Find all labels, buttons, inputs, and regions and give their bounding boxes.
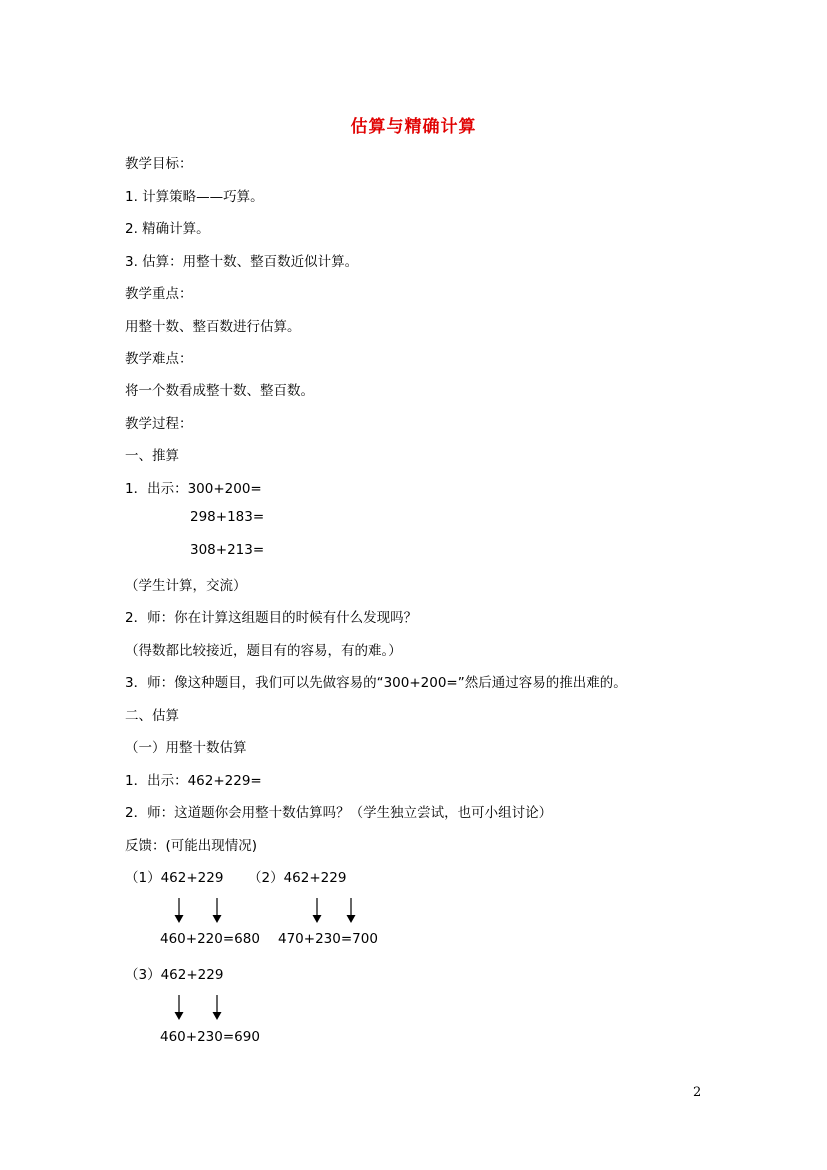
text-line: 将一个数看成整十数、整百数。	[125, 383, 314, 399]
text-line: 298+183=	[190, 509, 265, 525]
down-arrow-icon	[211, 898, 223, 924]
text-line: 308+213=	[190, 542, 265, 558]
text-line: 教学过程：	[125, 416, 193, 432]
text-line: （学生计算，交流）	[125, 578, 247, 594]
down-arrow-icon	[345, 898, 357, 924]
case-2-label: （2）462+229	[248, 870, 347, 886]
text-line: 用整十数、整百数进行估算。	[125, 319, 301, 335]
case-1-result: 460+220=680	[160, 931, 260, 947]
text-line: 二、估算	[125, 708, 179, 724]
text-line: 2．师：这道题你会用整十数估算吗？（学生独立尝试，也可小组讨论）	[125, 805, 553, 821]
text-line: （一）用整十数估算	[125, 740, 247, 756]
text-line: 1．出示：300+200=	[125, 481, 262, 497]
text-line: 教学目标：	[125, 156, 193, 172]
down-arrow-icon	[173, 898, 185, 924]
text-line: 2．师：你在计算这组题目的时候有什么发现吗？	[125, 610, 418, 626]
case-1-label: （1）462+229	[125, 870, 224, 886]
case-2-result: 470+230=700	[278, 931, 378, 947]
down-arrow-icon	[173, 995, 185, 1021]
text-line: 教学难点：	[125, 351, 193, 367]
text-line: 教学重点：	[125, 286, 193, 302]
text-line: 1．出示：462+229=	[125, 773, 262, 789]
text-line: 1. 计算策略——巧算。	[125, 189, 264, 205]
text-line: 3．师：像这种题目，我们可以先做容易的“300+200=”然后通过容易的推出难的。	[125, 675, 627, 691]
case-3-label: （3）462+229	[125, 967, 224, 983]
case-3-result: 460+230=690	[160, 1029, 260, 1045]
down-arrow-icon	[211, 995, 223, 1021]
text-line: （得数都比较接近，题目有的容易，有的难。）	[125, 643, 402, 659]
document-title: 估算与精确计算	[350, 117, 477, 137]
page-number: 2	[693, 1085, 702, 1100]
text-line: 2. 精确计算。	[125, 221, 210, 237]
down-arrow-icon	[311, 898, 323, 924]
text-line: 一、推算	[125, 448, 179, 464]
text-line: 3. 估算：用整十数、整百数近似计算。	[125, 254, 359, 270]
text-line: 反馈：(可能出现情况)	[125, 838, 258, 854]
